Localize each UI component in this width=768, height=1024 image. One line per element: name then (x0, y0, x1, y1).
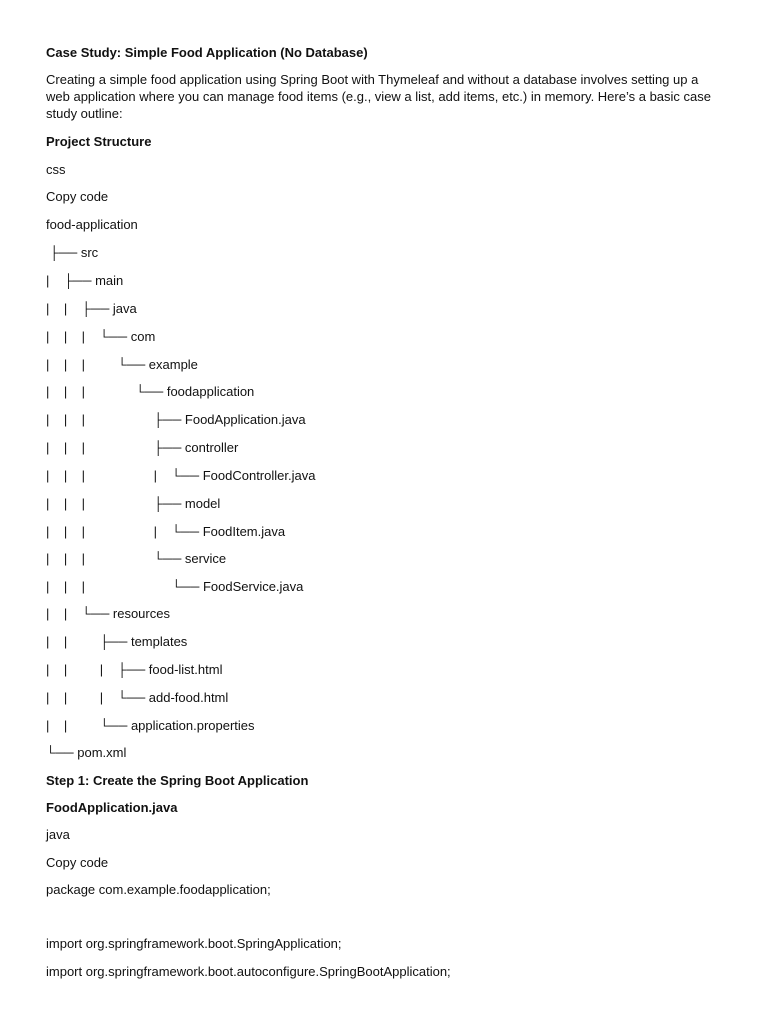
tree-line: | | | ├── controller (46, 440, 239, 455)
document-title: Case Study: Simple Food Application (No Database) (46, 45, 368, 60)
code-line: import org.springframework.boot.autoconfigure.SpringBootApplication; (46, 964, 451, 979)
tree-line: | | | └── foodapplication (46, 384, 255, 399)
intro-paragraph: Creating a simple food application using Spring Boot with Thymeleaf and without a database involves setting up a web application where you can manage food items (e.g., view a list, add items, etc.) in memory. Here’s a basic case study outline: (46, 72, 711, 121)
tree-line: | | | └── com (46, 329, 156, 344)
code-line: import org.springframework.boot.SpringApplication; (46, 936, 342, 951)
step1-heading: Step 1: Create the Spring Boot Application (46, 773, 309, 788)
tree-line: | ├── main (46, 273, 124, 288)
code-language-label: css (46, 162, 66, 177)
tree-line: | | | └── FoodService.java (46, 579, 304, 594)
file-heading: FoodApplication.java (46, 800, 178, 815)
tree-line: | | | ├── model (46, 496, 221, 511)
tree-line: | | | └── example (46, 357, 198, 372)
tree-line: | | | └── add-food.html (46, 690, 229, 705)
tree-line: | | | | └── FoodItem.java (46, 524, 286, 539)
tree-line: | | | └── service (46, 551, 227, 566)
copy-code-label: Copy code (46, 189, 109, 204)
project-structure-heading: Project Structure (46, 134, 152, 149)
copy-code-label: Copy code (46, 855, 109, 870)
tree-line: | | ├── java (46, 301, 137, 316)
tree-line: └── pom.xml (46, 745, 127, 760)
tree-line: | | ├── templates (46, 634, 188, 649)
tree-line: | | | | └── FoodController.java (46, 468, 316, 483)
tree-line: | | | ├── FoodApplication.java (46, 412, 306, 427)
code-language-label: java (46, 827, 70, 842)
tree-line: | | └── application.properties (46, 718, 255, 733)
tree-line: ├── src (46, 245, 99, 260)
tree-line: | | └── resources (46, 606, 170, 621)
tree-line: food-application (46, 217, 138, 232)
code-line: package com.example.foodapplication; (46, 882, 271, 897)
tree-line: | | | ├── food-list.html (46, 662, 223, 677)
